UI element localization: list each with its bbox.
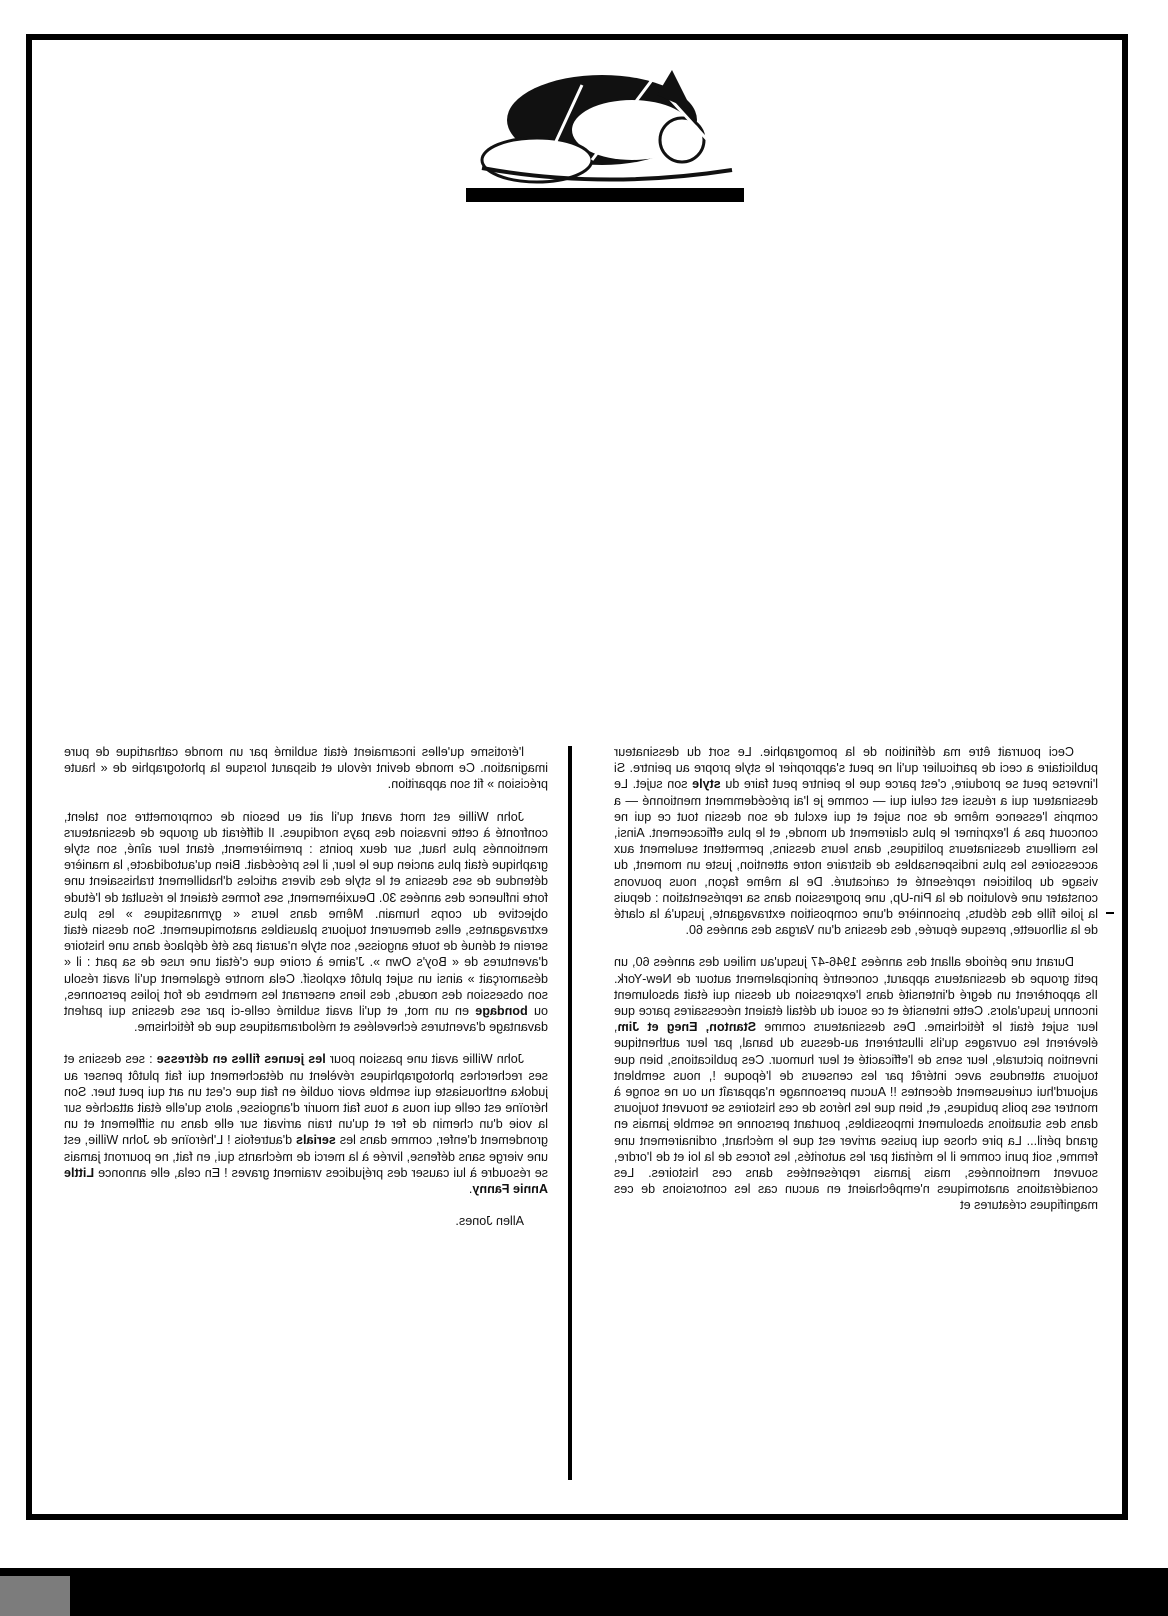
emphasis-text: bondage bbox=[475, 1004, 528, 1019]
paragraph-text: en un mot, et qu'il avait sublimé celle-ci par ses dessins qui parlent davantage d'aventures échevelées et mélodramatiques que de fétichisme. bbox=[64, 1004, 548, 1035]
paragraph-text: Ceci pourrait être ma définition de la pornographie. Le sort du dessinateur publicitaire a ceci de particulier qu'il ne peut s'approprier le style propre au peintre. Si l'inverse peut se produire, c'est parce que le peintre peut faire du bbox=[614, 745, 1098, 792]
emphasis-text: Little Annie Fanny bbox=[64, 1165, 548, 1197]
article-paragraph bbox=[64, 1051, 548, 1197]
author-signature: Allen Jones. bbox=[455, 1214, 524, 1229]
paragraph-text: son sujet. Le dessinateur qui a réussi est celui qui — comme je l'ai précédemment mentionné — a compris l'essence même de son sujet et qui exclut de son dessin tout ce qui ne concourt pas à l'exprimer le plus clairement du monde, et le plus efficacement. Ainsi, les meilleurs dessinateurs politiques, dans leurs dessins, permettent seulement aux accessoires les plus indispensables de distraire notre attention, juste un moment, du visage du politicien représenté et caricaturé. De la même façon, nous pouvons constater une évolution de la Pin-Up, une progression dans sa représentation : depuis la jolie fille des débuts, prisonnière d'une composition extravagante, jusqu'à la clarté de la silhouette, presque épurée, des dessins d'un Vargas des années 60. bbox=[614, 777, 1098, 938]
paragraph-text: . bbox=[468, 1182, 473, 1197]
article-column-second bbox=[64, 744, 548, 1494]
article-paragraph bbox=[614, 954, 1098, 1213]
paragraph-text: , élevèrent les ouvrages qu'ils illustrèrent au-dessus du banal, par leur authentique invention picturale, leur sens de l'efficacité et leur humour. Ces publications, bien que toujours attendues avec intérêt par les censeurs de l'époque !, nous semblent aujourd'hui curieusement décentes !! Aucun personnage n'apparaît nu ou ne songe à montrer ses poils pubiques, et, bien que les héros de ces histoires se trouvent toujours dans des situations absolument impossibles, pourtant personne ne semble jamais en grand péril... La pire chose qui puisse arriver est que le méchant, ordinairement une femme, soit puni comme il le méritait par les autorités, les forces de la loi et de l'ordre, souvent mentionnées, mais jamais représentées dans ces histoires. Les considérations anatomiques n'empêchaient en aucun cas les contorsions de ces magnifiques créatures et bbox=[614, 1020, 1098, 1213]
paragraph-text: d'autrefois ! L'héroïne de John Willie, est une vierge sans défense, livrée à la merci de méchants qui, en fait, ne pourront jamais se résoudre à lui causer des préjudices vraiment graves ! En cela, elle annonce bbox=[64, 1133, 548, 1180]
paragraph-text: Durant une période allant des années 1946-47 jusqu'au milieu des années 60, un petit groupe de dessinateurs apparut, concentré principalement autour de New-York. Ils apportèrent un degré d'intensité dans l'expression du dessin qui était absolument inconnu jusqu'alors. Cette intensité et ce souci du détail étaient nécessaires parce que leur sujet était le fétichisme. Des dessinateurs comme bbox=[614, 955, 1098, 1035]
bound-figure-illustration-icon bbox=[462, 50, 752, 200]
emphasis-text: les jeunes filles en détresse bbox=[156, 1052, 326, 1067]
paragraph-text: John Willie avait une passion pour bbox=[325, 1052, 524, 1067]
article-paragraph bbox=[64, 809, 548, 1036]
title-rule bbox=[466, 188, 744, 202]
emphasis-text: Stanton, Eneg et Jim bbox=[617, 1020, 757, 1035]
paragraph-text: l'érotisme qu'elles incarnaient était sublimé par un monde cathartique de pure imagination. Ce monde devint révolu et disparut lorsque la photographie de « haute précision » fit son apparition. bbox=[64, 745, 548, 792]
paragraph-text: : ses dessins et ses recherches photographiques révèlent un détachement qui fait plutôt penser au judoka enthousiaste qui semble avoir oublié en fait que c'est un art qui peut tuer. Son héroïne est celle qui nous a tous fait mourir d'angoisse, alors qu'elle était attachée sur la voie d'un chemin de fer et qu'un train arrivait sur elle dans un sifflement et un grondement d'enfer, comme dans les bbox=[64, 1052, 548, 1148]
scan-speck bbox=[1106, 912, 1114, 914]
article-paragraph bbox=[614, 744, 1098, 938]
emphasis-text: style bbox=[692, 777, 721, 792]
article-column-first bbox=[614, 744, 1098, 1494]
scan-bottom-band bbox=[0, 1568, 1168, 1616]
column-divider bbox=[568, 746, 572, 1480]
page-frame bbox=[26, 34, 1128, 1520]
article-paragraph bbox=[64, 744, 548, 793]
paragraph-text: John Willie est mort avant qu'il ait eu besoin de compromettre son talent, confronté à cette invasion des pays nordiques. Il différait du groupe de dessinateurs mentionnés plus haut, sur deux points : premièrement, étant leur aîné, son style graphique était plus ancien que le leur, il les précédait. Bien qu'autodidacte, la manière détendue de ses dessins et le style des divers articles d'habillement trahissaient une forte influence des années 30. Deuxièmement, ses formes étaient le résultat de l'étude objective du corps humain. Même dans leurs « gymnastiques » les plus extravagantes, elles demeurent toujours plausibles anatomiquement. Son dessin était serein et dénué de toute angoisse, son style n'aurait pas été déplacé dans une histoire d'aventures de « Boy's Own ». J'aime à croire que c'était une ruse de sa part : il « désamorçait » ainsi un sujet plutôt explosif. Cela montre également qu'il avait résolu son obsession des nœuds, des liens enserrant les membres de fort jolies personnes, ou bbox=[64, 809, 548, 1019]
emphasis-text: serials bbox=[296, 1133, 336, 1148]
